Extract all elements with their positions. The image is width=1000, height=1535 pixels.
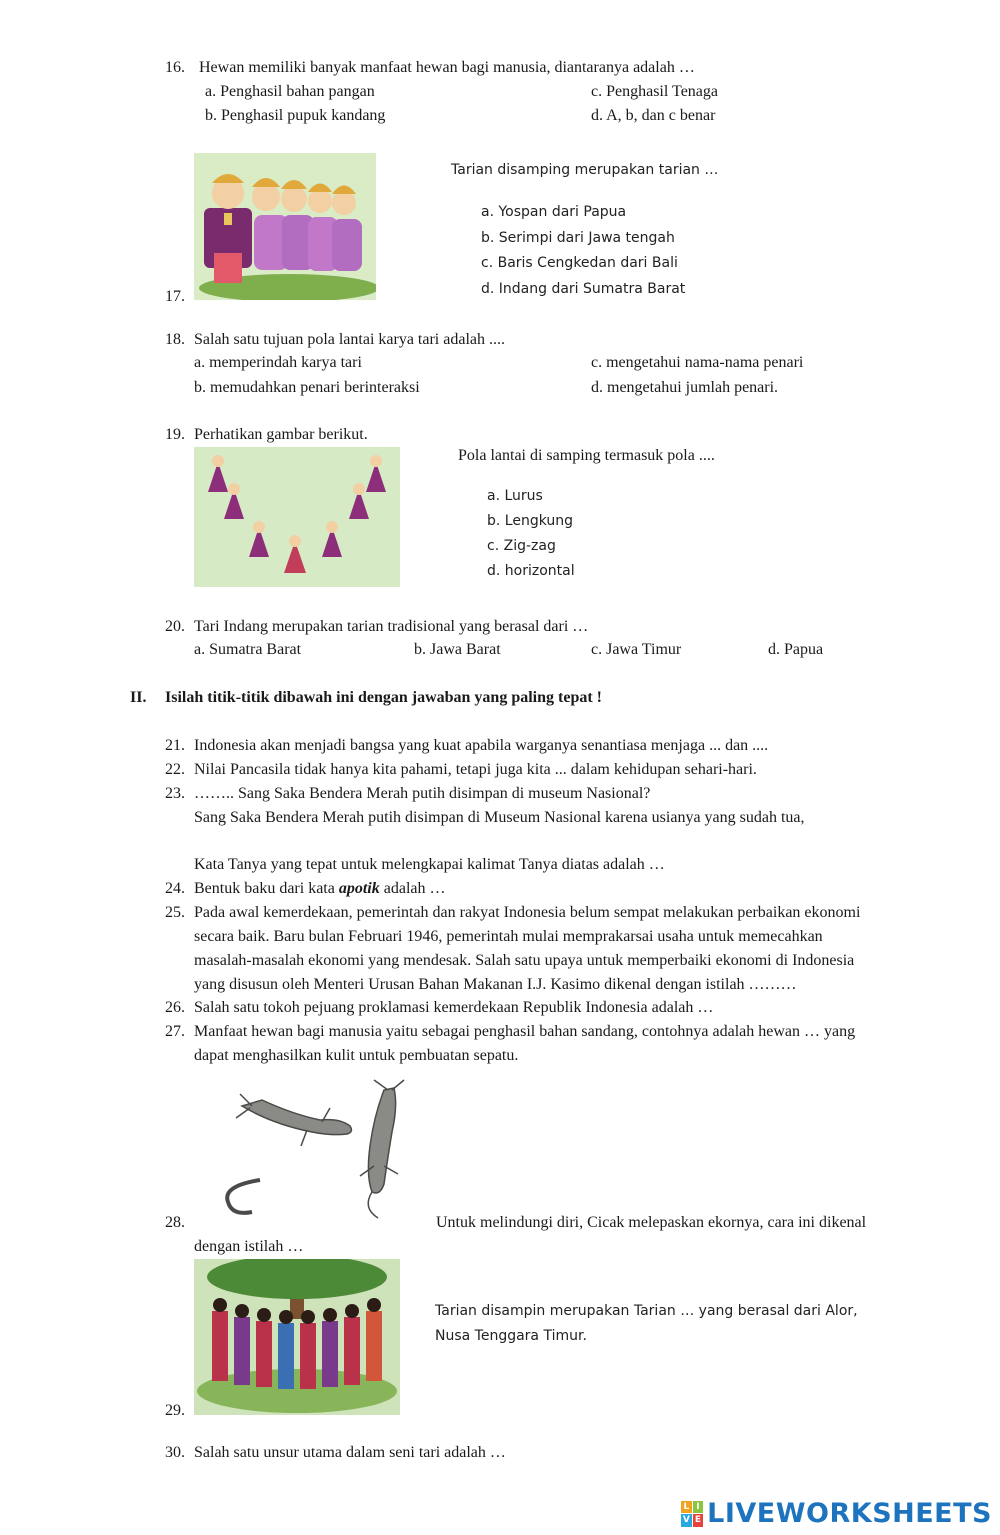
q19-option-d: d. horizontal <box>487 563 575 579</box>
q29-line2: Nusa Tenggara Timur. <box>435 1328 587 1344</box>
q19-number: 19. <box>165 426 185 443</box>
section-title: Isilah titik-titik dibawah ini dengan jawaban yang paling tepat ! <box>165 689 602 706</box>
q16-number: 16. <box>165 59 185 76</box>
q29-line1: Tarian disampin merupakan Tarian … yang berasal dari Alor, <box>435 1303 858 1319</box>
q27-number: 27. <box>165 1023 185 1040</box>
q23-line2: Sang Saka Bendera Merah putih disimpan di Museum Nasional karena usianya yang sudah tua, <box>194 809 805 826</box>
q19-option-b: b. Lengkung <box>487 513 574 529</box>
logo-letter-e: E <box>693 1514 704 1527</box>
q25-line1: Pada awal kemerdekaan, pemerintah dan rakyat Indonesia belum sempat melakukan perbaikan ekonomi <box>194 904 861 921</box>
q16-option-c: c. Penghasil Tenaga <box>591 83 718 100</box>
q24-post: adalah … <box>379 880 446 897</box>
q22-number: 22. <box>165 761 185 778</box>
q16-option-d: d. A, b, dan c benar <box>591 107 716 124</box>
q19-option-c: c. Zig-zag <box>487 538 556 554</box>
q28-line2: dengan istilah … <box>194 1238 304 1255</box>
q16-option-b: b. Penghasil pupuk kandang <box>205 107 386 124</box>
q25-line2: secara baik. Baru bulan Februari 1946, pemerintah mulai memprakarsai usaha untuk memecahkan <box>194 928 823 945</box>
q23-line1: …….. Sang Saka Bendera Merah putih disimpan di museum Nasional? <box>194 785 651 802</box>
q20-option-c: c. Jawa Timur <box>591 641 682 658</box>
q24-question <box>194 879 445 899</box>
q26-number: 26. <box>165 999 185 1016</box>
q19-question: Pola lantai di samping termasuk pola .... <box>458 447 715 464</box>
q19-instruction: Perhatikan gambar berikut. <box>194 426 368 443</box>
q17-option-c: c. Baris Cengkedan dari Bali <box>481 255 678 271</box>
q21-number: 21. <box>165 737 185 754</box>
q18-option-a: a. memperindah karya tari <box>194 354 362 371</box>
q25-number: 25. <box>165 904 185 921</box>
q17-option-a: a. Yospan dari Papua <box>481 204 627 220</box>
q25-line3: masalah-masalah ekonomi yang mendesak. Salah satu upaya untuk memperbaiki ekonomi di Indonesia <box>194 952 855 969</box>
q17-option-d: d. Indang dari Sumatra Barat <box>481 281 686 297</box>
q18-option-b: b. memudahkan penari berinteraksi <box>194 379 420 396</box>
q30-number: 30. <box>165 1444 185 1461</box>
logo-letter-v: V <box>682 1515 690 1525</box>
liveworksheets-logo[interactable] <box>681 1498 992 1529</box>
q24-word: apotik <box>338 880 380 897</box>
q20-number: 20. <box>165 618 185 635</box>
q28-line1: Untuk melindungi diri, Cicak melepaskan ekornya, cara ini dikenal <box>436 1214 867 1231</box>
q20-option-b: b. Jawa Barat <box>414 641 501 658</box>
q20-question: Tari Indang merupakan tarian tradisional yang berasal dari … <box>194 618 589 635</box>
q20-option-a: a. Sumatra Barat <box>194 641 302 658</box>
q26-question: Salah satu tokoh pejuang proklamasi kemerdekaan Republik Indonesia adalah … <box>194 999 714 1016</box>
q17-option-b: b. Serimpi dari Jawa tengah <box>481 230 675 246</box>
q23-number: 23. <box>165 785 185 802</box>
q29-number: 29. <box>165 1402 185 1419</box>
q20-option-d: d. Papua <box>768 641 824 658</box>
q18-number: 18. <box>165 331 185 348</box>
q18-option-d: d. mengetahui jumlah penari. <box>591 379 779 396</box>
q23-line3: Kata Tanya yang tepat untuk melengkapai kalimat Tanya diatas adalah … <box>194 856 665 873</box>
brand-name: LIVEWORKSHEETS <box>707 1498 992 1529</box>
logo-letter-l: L <box>681 1501 692 1514</box>
q24-pre: Bentuk baku dari kata <box>194 880 339 897</box>
logo-letter-i: I <box>693 1501 704 1514</box>
q27-line1: Manfaat hewan bagi manusia yaitu sebagai penghasil bahan sandang, contohnya adalah hewan … yang <box>194 1023 856 1040</box>
q28-number: 28. <box>165 1214 185 1231</box>
circle-dance-image <box>194 1259 400 1415</box>
q30-question: Salah satu unsur utama dalam seni tari adalah … <box>194 1444 506 1461</box>
q18-question: Salah satu tujuan pola lantai karya tari adalah .... <box>194 331 505 348</box>
q18-option-c: c. mengetahui nama-nama penari <box>591 354 804 371</box>
q22-question: Nilai Pancasila tidak hanya kita pahami, tetapi juga kita ... dalam kehidupan sehari-hari. <box>194 761 757 778</box>
q17-number: 17. <box>165 288 185 305</box>
q24-number: 24. <box>165 880 185 897</box>
q19-option-a: a. Lurus <box>487 488 543 504</box>
q16-option-a: a. Penghasil bahan pangan <box>205 83 375 100</box>
q17-question: Tarian disamping merupakan tarian … <box>451 162 719 178</box>
q27-line2: dapat menghasilkan kulit untuk pembuatan sepatu. <box>194 1047 519 1064</box>
section-number: II. <box>130 689 147 706</box>
floor-pattern-image <box>194 447 400 587</box>
q16-question: Hewan memiliki banyak manfaat hewan bagi manusia, diantaranya adalah … <box>199 59 695 76</box>
q21-question: Indonesia akan menjadi bangsa yang kuat apabila warganya senantiasa menjaga ... dan .... <box>194 737 769 754</box>
gecko-image <box>212 1076 418 1222</box>
dancers-image <box>194 153 376 300</box>
q25-line4: yang disusun oleh Menteri Urusan Bahan Makanan I.J. Kasimo dikenal dengan istilah ……… <box>194 976 797 993</box>
live-logo-icon <box>681 1501 703 1527</box>
